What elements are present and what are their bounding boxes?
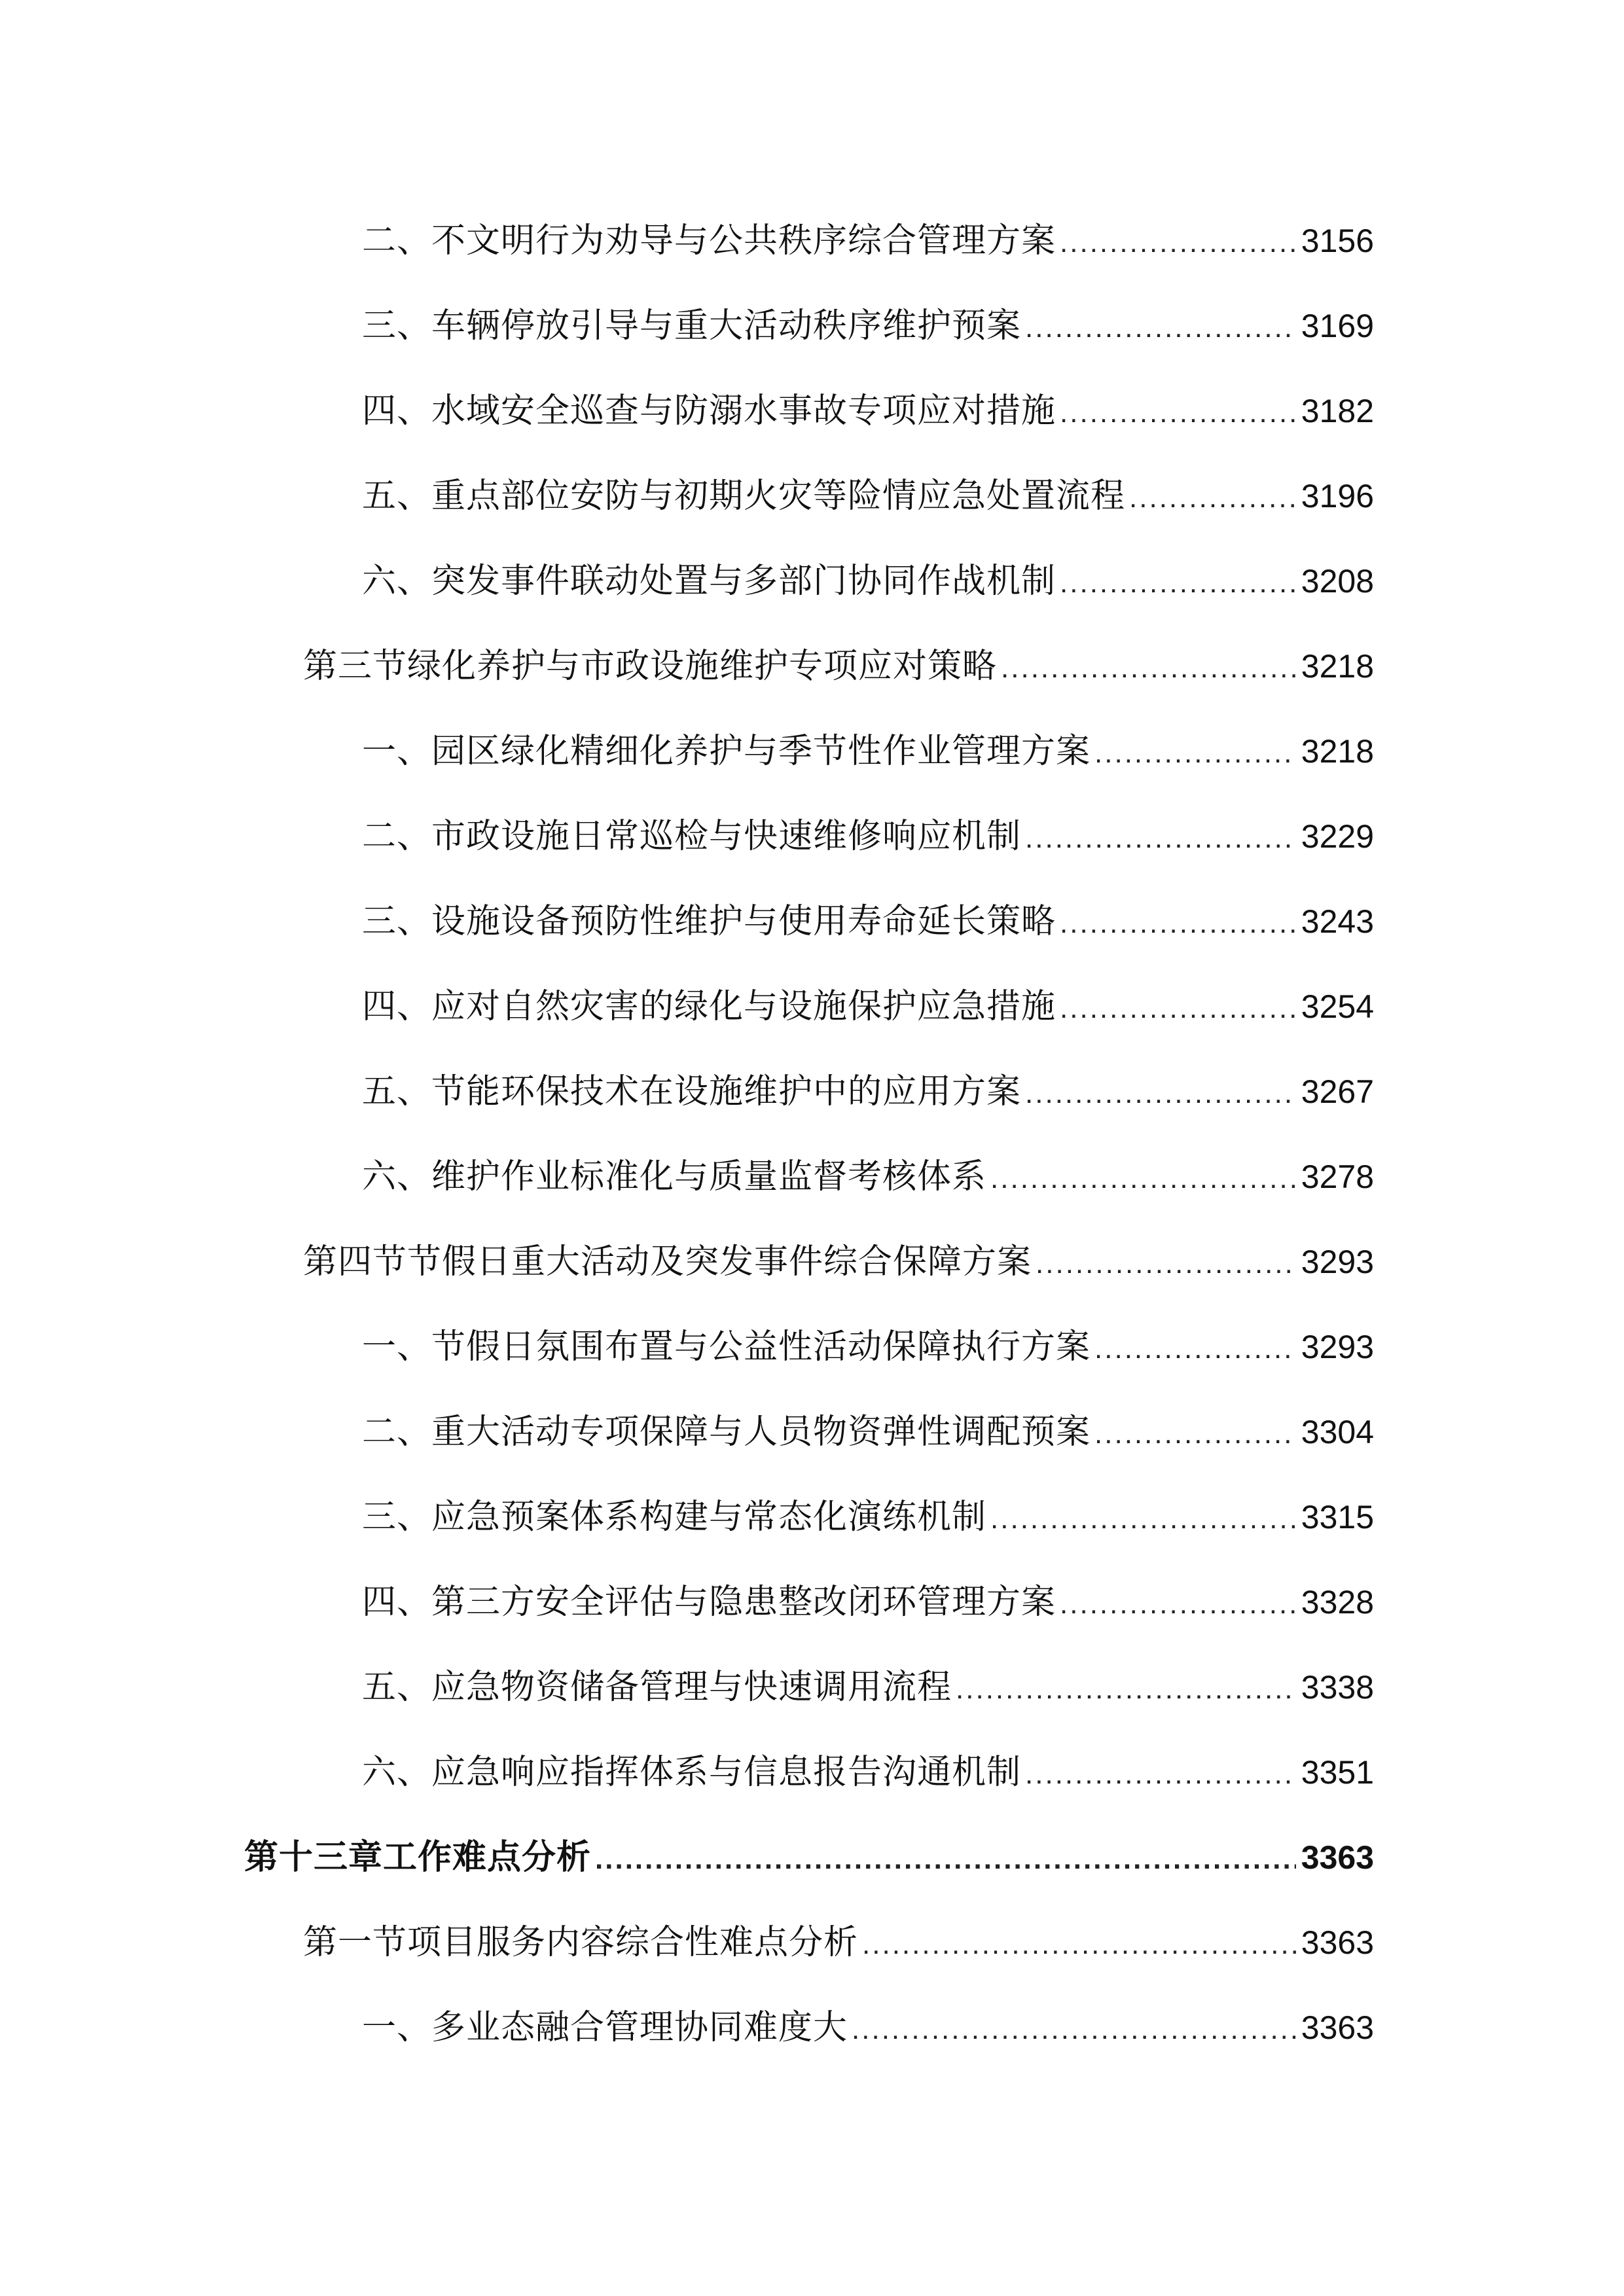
toc-entry[interactable]: [362, 295, 1374, 357]
toc-entry-page: 3293: [1301, 1244, 1374, 1280]
toc-entry-page: 3218: [1301, 648, 1374, 685]
toc-leader-dots: [1060, 211, 1296, 274]
toc-leader-dots: [1025, 807, 1296, 870]
toc-entry-page: 3169: [1301, 308, 1374, 344]
toc-entry-page: 3293: [1301, 1329, 1374, 1365]
toc-leader-dots: [990, 1147, 1296, 1210]
toc-entry-page: 3254: [1301, 988, 1374, 1025]
toc-chapter-entry[interactable]: [244, 1826, 1374, 1889]
toc-leader-dots: [1025, 1743, 1296, 1806]
toc-entry-page: 3182: [1301, 393, 1374, 429]
toc-entry-title: 二、重大活动专项保障与人员物资弹性调配预案: [362, 1412, 1091, 1452]
toc-entry[interactable]: [362, 1316, 1374, 1378]
toc-entry-title: 六、突发事件联动处置与多部门协同作战机制: [362, 562, 1056, 601]
toc-section-entry[interactable]: [303, 1911, 1374, 1974]
toc-entry[interactable]: [362, 720, 1374, 783]
toc-entry-title: 六、维护作业标准化与质量监督考核体系: [362, 1157, 987, 1196]
toc-leader-dots: [1060, 1573, 1296, 1636]
toc-entry[interactable]: [362, 1401, 1374, 1463]
toc-leader-dots: [1129, 467, 1296, 529]
toc-leader-dots: [1060, 382, 1296, 444]
toc-entry-page: 3304: [1301, 1414, 1374, 1450]
toc-entry-title: 三、车辆停放引导与重大活动秩序维护预案: [362, 306, 1022, 346]
toc-entry-page: 3218: [1301, 733, 1374, 770]
toc-entry-title: 四、第三方安全评估与隐患整改闭环管理方案: [362, 1583, 1056, 1622]
toc-entry[interactable]: [362, 1486, 1374, 1549]
toc-leader-dots: [990, 1488, 1296, 1551]
toc-leader-dots: [1060, 552, 1296, 615]
toc-entry[interactable]: [362, 550, 1374, 613]
toc-entry-page: 3278: [1301, 1158, 1374, 1195]
toc-entry[interactable]: [362, 1060, 1374, 1123]
toc-entry-page: 3363: [1301, 2009, 1374, 2046]
toc-leader-dots: [956, 1658, 1296, 1721]
toc-entry-page: 3363: [1301, 1839, 1374, 1876]
toc-entry-page: 3208: [1301, 563, 1374, 600]
toc-entry-title: 一、多业态融合管理协同难度大: [362, 2008, 848, 2047]
toc-entry-title: 二、不文明行为劝导与公共秩序综合管理方案: [362, 221, 1056, 260]
toc-leader-dots: [1001, 637, 1296, 700]
toc-entry[interactable]: [362, 975, 1374, 1038]
toc-entry-title: 五、节能环保技术在设施维护中的应用方案: [362, 1072, 1022, 1111]
toc-entry-page: 3267: [1301, 1073, 1374, 1110]
toc-entry-title: 第四节节假日重大活动及突发事件综合保障方案: [303, 1242, 1032, 1282]
toc-entry-page: 3229: [1301, 818, 1374, 855]
toc-entry-title: 第十三章工作难点分析: [244, 1837, 592, 1877]
toc-entry-page: 3338: [1301, 1669, 1374, 1706]
toc-leader-dots: [1060, 892, 1296, 955]
toc-entry-page: 3156: [1301, 223, 1374, 259]
toc-entry-page: 3328: [1301, 1584, 1374, 1621]
toc-entry-title: 三、应急预案体系构建与常态化演练机制: [362, 1498, 987, 1537]
toc-entry-title: 五、重点部位安防与初期火灾等险情应急处置流程: [362, 476, 1126, 516]
toc-entry-title: 第三节绿化养护与市政设施维护专项应对策略: [303, 647, 998, 686]
toc-leader-dots: [862, 1913, 1296, 1976]
toc-leader-dots: [1060, 977, 1296, 1040]
toc-entry[interactable]: [362, 209, 1374, 272]
toc-entry-title: 四、水域安全巡查与防溺水事故专项应对措施: [362, 391, 1056, 431]
toc-entry-title: 五、应急物资储备管理与快速调用流程: [362, 1668, 952, 1707]
toc-section-entry[interactable]: [303, 635, 1374, 698]
toc-leader-dots: [1025, 1062, 1296, 1125]
toc-entry[interactable]: [362, 1656, 1374, 1719]
toc-entry-title: 四、应对自然灾害的绿化与设施保护应急措施: [362, 987, 1056, 1026]
toc-entry-title: 六、应急响应指挥体系与信息报告沟通机制: [362, 1753, 1022, 1792]
toc-entry-page: 3243: [1301, 903, 1374, 940]
toc-entry[interactable]: [362, 1145, 1374, 1208]
toc-entry[interactable]: [362, 1741, 1374, 1804]
toc-leader-dots: [1094, 722, 1296, 785]
toc-entry-page: 3351: [1301, 1754, 1374, 1791]
toc-entry-page: 3315: [1301, 1499, 1374, 1535]
toc-leader-dots: [1025, 296, 1296, 359]
toc-entry-title: 二、市政设施日常巡检与快速维修响应机制: [362, 817, 1022, 856]
toc-section-entry[interactable]: [303, 1230, 1374, 1293]
toc-entry-title: 三、设施设备预防性维护与使用寿命延长策略: [362, 902, 1056, 941]
toc-entry-page: 3363: [1301, 1924, 1374, 1961]
toc-entry[interactable]: [362, 380, 1374, 442]
toc-entry-title: 一、园区绿化精细化养护与季节性作业管理方案: [362, 732, 1091, 771]
toc-leader-dots: [1036, 1232, 1296, 1295]
toc-entry[interactable]: [362, 465, 1374, 528]
toc-entry-title: 第一节项目服务内容综合性难点分析: [303, 1923, 859, 1962]
toc-entry[interactable]: [362, 805, 1374, 868]
toc-entry[interactable]: [362, 1996, 1374, 2059]
toc-entry-title: 一、节假日氛围布置与公益性活动保障执行方案: [362, 1327, 1091, 1367]
toc-leader-dots: [595, 1828, 1296, 1891]
toc-entry[interactable]: [362, 1571, 1374, 1634]
toc-leader-dots: [852, 1998, 1296, 2061]
toc-entry-page: 3196: [1301, 478, 1374, 514]
toc-leader-dots: [1094, 1403, 1296, 1465]
toc-entry[interactable]: [362, 890, 1374, 953]
toc-leader-dots: [1094, 1318, 1296, 1380]
